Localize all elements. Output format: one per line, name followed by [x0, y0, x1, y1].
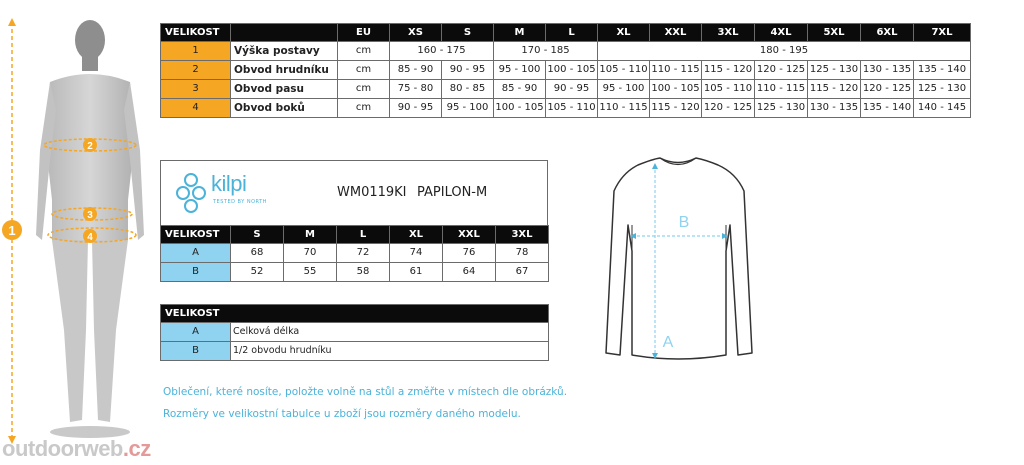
row-number: 4	[161, 99, 231, 118]
table-cell: 95 - 100	[442, 99, 494, 118]
header-xs: XS	[390, 24, 442, 42]
table-cell: 110 - 115	[650, 61, 702, 80]
table-row	[161, 42, 971, 61]
table-cell: 105 - 110	[702, 80, 755, 99]
size-table	[160, 23, 971, 118]
table-cell: 90 - 95	[442, 61, 494, 80]
legend-header	[161, 305, 549, 323]
table-cell: 100 - 105	[546, 61, 598, 80]
row-description: 1/2 obvodu hrudníku	[231, 342, 549, 361]
header-velikost: VELIKOST	[161, 24, 231, 42]
table-cell: 64	[443, 263, 496, 282]
watermark-suffix: .cz	[122, 436, 151, 461]
product-name: PAPILON-M	[417, 185, 488, 200]
header-velikost: VELIKOST	[161, 226, 231, 244]
table-cell: 74	[390, 244, 443, 263]
table-cell: 85 - 90	[390, 61, 442, 80]
table-cell: 110 - 115	[755, 80, 808, 99]
table-cell: 90 - 95	[546, 80, 598, 99]
product-brand-box	[160, 160, 548, 226]
table-cell: 130 - 135	[808, 99, 861, 118]
height-range-xs-s: 160 - 175	[390, 42, 494, 61]
table-cell: 135 - 140	[861, 99, 914, 118]
table-cell: 95 - 100	[598, 80, 650, 99]
kilpi-logo-icon	[175, 171, 207, 215]
row-unit: cm	[338, 80, 390, 99]
table-cell: 120 - 125	[702, 99, 755, 118]
table-cell: 95 - 100	[494, 61, 546, 80]
row-unit: cm	[338, 99, 390, 118]
product-code: WM0119KI	[337, 185, 407, 200]
table-cell: 120 - 125	[755, 61, 808, 80]
waist-marker: 3	[87, 210, 93, 221]
header-3xl: 3XL	[496, 226, 549, 244]
watermark	[2, 436, 151, 462]
table-cell: 115 - 120	[808, 80, 861, 99]
hips-marker: 4	[87, 232, 93, 243]
table-row	[161, 99, 971, 118]
table-cell: 68	[231, 244, 284, 263]
table-cell: 105 - 110	[546, 99, 598, 118]
product-table-header	[161, 226, 549, 244]
table-cell: 72	[337, 244, 390, 263]
header-l: L	[337, 226, 390, 244]
row-key: A	[161, 323, 231, 342]
row-key: B	[161, 263, 231, 282]
table-cell: 115 - 120	[702, 61, 755, 80]
header-s: S	[231, 226, 284, 244]
table-cell: 100 - 105	[494, 99, 546, 118]
table-cell: 140 - 145	[914, 99, 971, 118]
table-row	[161, 80, 971, 99]
table-cell: 125 - 130	[914, 80, 971, 99]
table-row	[161, 323, 549, 342]
header-3xl: 3XL	[702, 24, 755, 42]
table-cell: 90 - 95	[390, 99, 442, 118]
row-label: Výška postavy	[231, 42, 338, 61]
table-cell: 67	[496, 263, 549, 282]
table-cell: 85 - 90	[494, 80, 546, 99]
header-xl: XL	[390, 226, 443, 244]
table-cell: 110 - 115	[598, 99, 650, 118]
table-row	[161, 244, 549, 263]
table-row	[161, 263, 549, 282]
row-label: Obvod hrudníku	[231, 61, 338, 80]
product-size-table	[160, 225, 549, 282]
table-cell: 75 - 80	[390, 80, 442, 99]
table-cell: 100 - 105	[650, 80, 702, 99]
header-m: M	[284, 226, 337, 244]
shirt-label-a: A	[662, 334, 674, 351]
legend-header-velikost: VELIKOST	[161, 305, 549, 323]
table-cell: 125 - 130	[808, 61, 861, 80]
table-cell: 130 - 135	[861, 61, 914, 80]
header-7xl: 7XL	[914, 24, 971, 42]
table-cell: 135 - 140	[914, 61, 971, 80]
chest-marker: 2	[87, 141, 93, 152]
table-cell: 120 - 125	[861, 80, 914, 99]
header-xxl: XXL	[650, 24, 702, 42]
header-xxl: XXL	[443, 226, 496, 244]
table-cell: 115 - 120	[650, 99, 702, 118]
table-cell: 80 - 85	[442, 80, 494, 99]
brand-tagline: TESTED BY NORTH	[213, 199, 267, 205]
header-m: M	[494, 24, 546, 42]
row-key: A	[161, 244, 231, 263]
row-number: 2	[161, 61, 231, 80]
height-range-m-l: 170 - 185	[494, 42, 598, 61]
row-description: Celková délka	[231, 323, 549, 342]
table-cell: 78	[496, 244, 549, 263]
table-cell: 58	[337, 263, 390, 282]
size-table-header	[161, 24, 971, 42]
table-cell: 76	[443, 244, 496, 263]
row-label: Obvod pasu	[231, 80, 338, 99]
measure-note: Oblečení, které nosíte, položte volně na stůl a změřte v místech dle obrázků.	[163, 386, 568, 398]
table-row	[161, 342, 549, 361]
height-range-xl-7xl: 180 - 195	[598, 42, 971, 61]
row-number: 3	[161, 80, 231, 99]
row-number: 1	[161, 42, 231, 61]
table-cell: 105 - 110	[598, 61, 650, 80]
row-unit: cm	[338, 42, 390, 61]
brand-name: kilpi	[211, 171, 247, 196]
header-eu: EU	[338, 24, 390, 42]
row-key: B	[161, 342, 231, 361]
header-xl: XL	[598, 24, 650, 42]
header-l: L	[546, 24, 598, 42]
table-cell: 52	[231, 263, 284, 282]
height-marker: 1	[8, 223, 16, 238]
header-s: S	[442, 24, 494, 42]
row-unit: cm	[338, 61, 390, 80]
table-cell: 125 - 130	[755, 99, 808, 118]
header-4xl: 4XL	[755, 24, 808, 42]
table-cell: 61	[390, 263, 443, 282]
table-cell: 70	[284, 244, 337, 263]
shirt-figure	[598, 155, 758, 370]
table-row	[161, 61, 971, 80]
header-6xl: 6XL	[861, 24, 914, 42]
body-figure	[0, 0, 160, 465]
table-cell: 55	[284, 263, 337, 282]
model-note: Rozměry ve velikostní tabulce u zboží jsou rozměry daného modelu.	[163, 408, 521, 420]
legend-table	[160, 304, 549, 361]
shirt-label-b: B	[678, 214, 690, 231]
header-5xl: 5XL	[808, 24, 861, 42]
row-label: Obvod boků	[231, 99, 338, 118]
watermark-main: outdoorweb	[2, 436, 123, 461]
header-blank	[231, 24, 338, 42]
